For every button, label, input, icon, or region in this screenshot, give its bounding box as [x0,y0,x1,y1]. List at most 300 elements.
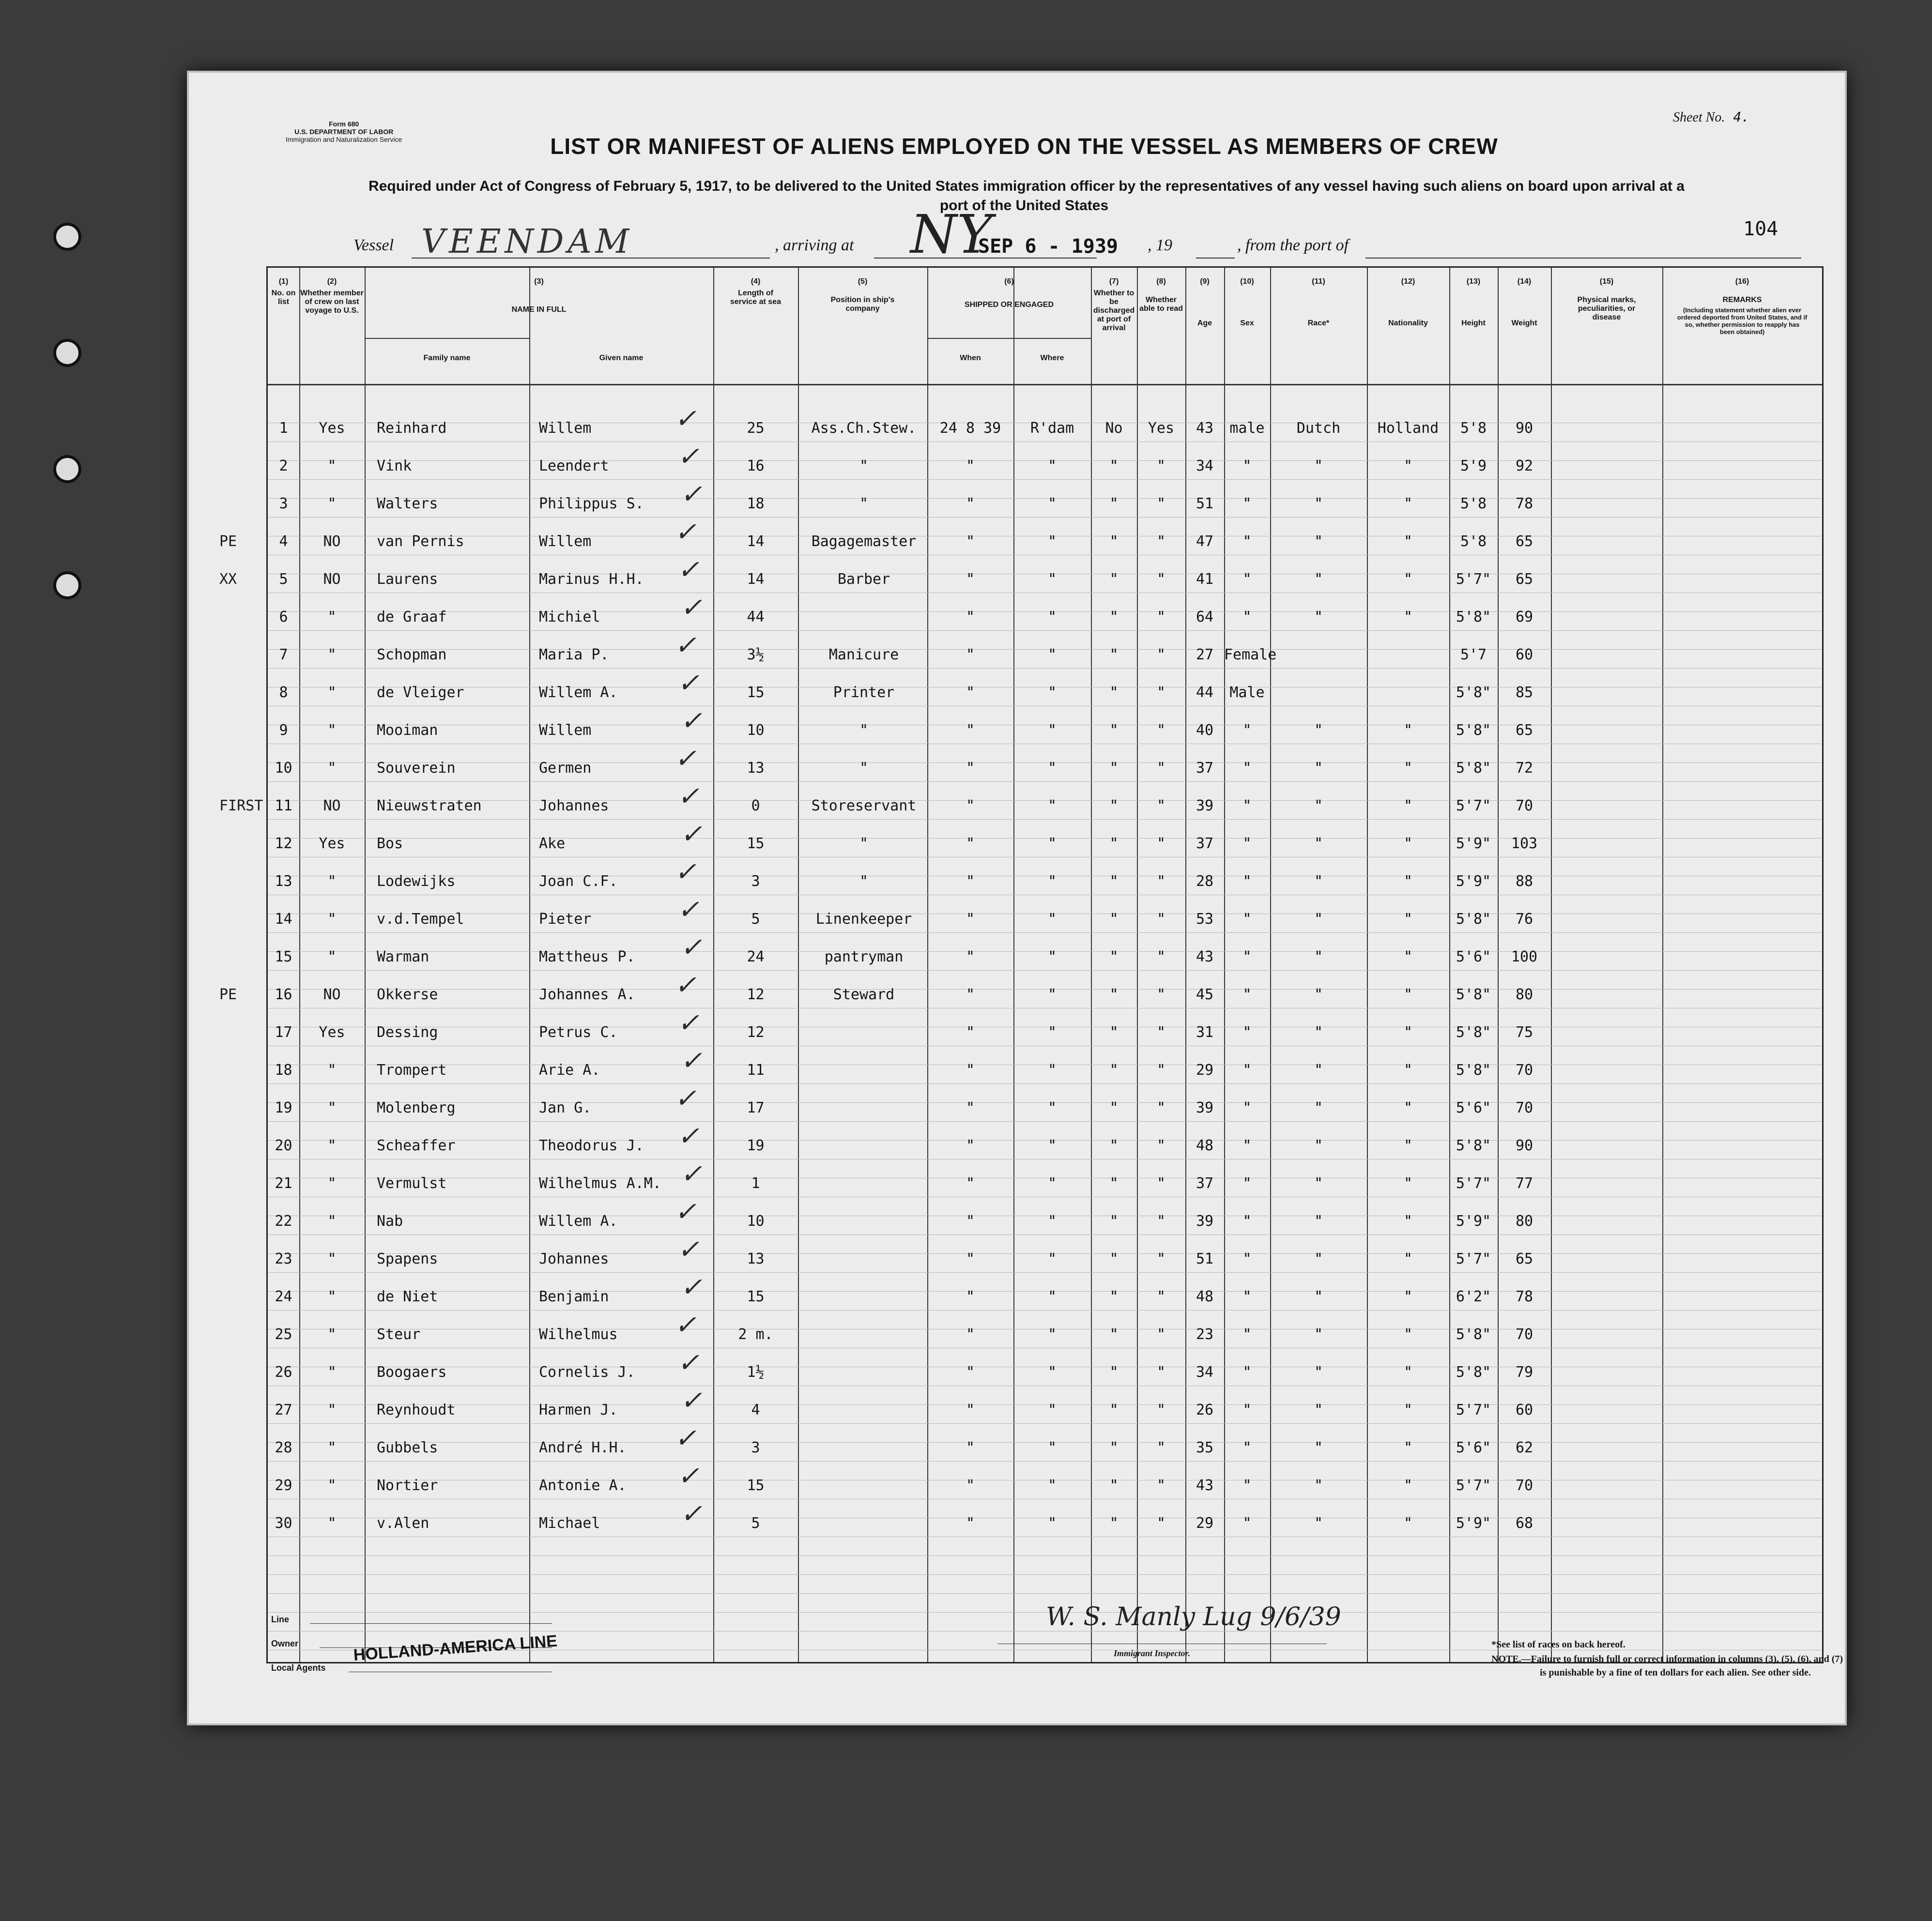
cell-age: 48 [1196,1288,1214,1305]
cell-family: Scheaffer [377,1137,456,1154]
department: U.S. DEPARTMENT OF LABOR [294,128,394,136]
cell-discharged: " [1109,1326,1119,1343]
cell-when: " [966,1477,975,1494]
cell-when: " [966,1402,975,1418]
cell-nationality: " [1403,1062,1413,1079]
table-row [268,743,1822,786]
cell-age: 53 [1196,911,1214,928]
cell-service: 18 [747,495,765,512]
cell-discharged: " [1109,1250,1119,1267]
cell-prev: " [327,684,337,701]
cell-prev: " [327,722,337,739]
cell-discharged: " [1109,1439,1119,1456]
table-row [268,1045,1822,1088]
cell-age: 47 [1196,533,1214,550]
cell-no: 4 [279,533,288,550]
cell-read: " [1156,911,1166,928]
cell-service: 11 [747,1062,765,1079]
tally-check-mark: ✓ [675,1196,697,1227]
table-row [268,1310,1822,1352]
cell-prev: " [327,1477,337,1494]
header-length-of-service: (4) Length of service at sea [730,277,781,306]
cell-weight: 70 [1515,1477,1533,1494]
cell-read: " [1156,797,1166,814]
cell-when: " [966,646,975,663]
cell-height: 5'7 [1460,646,1487,663]
cell-service: 13 [747,1250,765,1267]
cell-no: 27 [275,1402,292,1418]
cell-position: " [859,495,869,512]
cell-read: " [1156,1099,1166,1116]
cell-age: 39 [1196,797,1214,814]
cell-where: " [1047,495,1057,512]
cell-race: " [1314,1477,1323,1494]
cell-weight: 88 [1515,873,1533,890]
cell-service: 10 [747,722,765,739]
cell-sex: " [1242,495,1252,512]
cell-when: " [966,457,975,474]
cell-discharged: " [1109,571,1119,588]
cell-read: " [1156,1288,1166,1305]
table-row [268,705,1822,748]
cell-position: " [859,873,869,890]
cell-race: " [1314,797,1323,814]
cell-where: " [1047,1402,1057,1418]
tally-check-mark: ✓ [677,668,700,698]
tally-check-mark: ✓ [680,1272,703,1302]
cell-position: " [859,722,869,739]
cell-nationality: " [1403,1250,1413,1267]
cell-weight: 79 [1515,1364,1533,1381]
page-number: 104 [1743,218,1779,240]
cell-where: " [1047,760,1057,777]
cell-height: 5'8 [1460,533,1487,550]
cell-service: 12 [747,1024,765,1041]
table-row [268,1347,1822,1390]
cell-when: " [966,948,975,965]
cell-where: " [1047,533,1057,550]
cell-nationality: " [1403,1477,1413,1494]
cell-prev: " [327,1288,337,1305]
cell-family: Vermulst [377,1175,447,1192]
cell-when: " [966,1439,975,1456]
cell-race: " [1314,1364,1323,1381]
cell-age: 45 [1196,986,1214,1003]
cell-when: " [966,760,975,777]
tally-check-mark: ✓ [677,894,700,925]
cell-age: 51 [1196,495,1214,512]
cell-read: " [1156,533,1166,550]
cell-age: 37 [1196,1175,1214,1192]
cell-weight: 80 [1515,1213,1533,1230]
cell-height: 5'8" [1456,1364,1491,1381]
cell-when: " [966,1024,975,1041]
header-name-in-full: (3) NAME IN FULL [511,277,567,314]
cell-given: Cornelis J. [539,1364,635,1381]
cell-weight: 70 [1515,1062,1533,1079]
cell-service: 19 [747,1137,765,1154]
cell-read: " [1156,1250,1166,1267]
cell-service: 2 m. [738,1326,773,1343]
subtitle-line-2: port of the United States [939,198,1109,213]
cell-height: 5'7" [1456,1477,1491,1494]
header-weight: (14) Weight [1511,277,1537,327]
cell-nationality: " [1403,760,1413,777]
cell-height: 5'9 [1460,457,1487,474]
table-row [268,592,1822,635]
cell-where: " [1047,1364,1057,1381]
cell-age: 26 [1196,1402,1214,1418]
cell-height: 5'7" [1456,571,1491,588]
cell-read: " [1156,986,1166,1003]
cell-weight: 70 [1515,1099,1533,1116]
cell-when: " [966,835,975,852]
cell-no: 18 [275,1062,292,1079]
tally-check-mark: ✓ [680,479,703,509]
cell-family: Okkerse [377,986,438,1003]
cell-prev: " [327,457,337,474]
cell-read: " [1156,1326,1166,1343]
cell-race: " [1314,911,1323,928]
cell-service: 15 [747,835,765,852]
cell-service: 14 [747,533,765,550]
cell-given: Willem A. [539,1213,618,1230]
penalty-note-2: is punishable by a fine of ten dollars for each alien. See other side. [1540,1667,1811,1678]
cell-family: Mooiman [377,722,438,739]
table-row [268,1423,1822,1465]
cell-where: " [1047,1024,1057,1041]
cell-given: André H.H. [539,1439,627,1456]
cell-position: pantryman [824,948,904,965]
cell-height: 5'8" [1456,1062,1491,1079]
cell-where: " [1047,1213,1057,1230]
punch-hole [53,339,81,367]
cell-age: 64 [1196,609,1214,625]
cell-prev: " [327,1439,337,1456]
cell-discharged: " [1109,722,1119,739]
table-row [268,932,1822,975]
cell-given: Johannes A. [539,986,635,1003]
table-row [219,554,1822,597]
cell-sex: " [1242,1137,1252,1154]
cell-read: " [1156,1439,1166,1456]
cell-weight: 62 [1515,1439,1533,1456]
cell-given: Theodorus J. [539,1137,644,1154]
cell-family: Lodewijks [377,873,456,890]
cell-discharged: " [1109,1137,1119,1154]
cell-no: 3 [279,495,288,512]
cell-when: " [966,1326,975,1343]
cell-weight: 65 [1515,1250,1533,1267]
header-family-name: Family name [423,354,471,362]
cell-nationality: " [1403,1137,1413,1154]
cell-nationality: " [1403,1364,1413,1381]
cell-sex: " [1242,911,1252,928]
cell-race: " [1314,609,1323,625]
cell-no: 29 [275,1477,292,1494]
cell-given: Ake [539,835,566,852]
header-nationality: (12) Nationality [1388,277,1428,327]
inspector-label: Immigrant Inspector. [1114,1648,1191,1658]
cell-weight: 80 [1515,986,1533,1003]
cell-given: Mattheus P. [539,948,635,965]
cell-read: " [1156,571,1166,588]
cell-weight: 69 [1515,609,1533,625]
header-able-to-read: (8) Whether able to read [1139,277,1183,313]
owner-label: Owner [271,1639,299,1648]
cell-discharged: " [1109,1099,1119,1116]
cell-sex: " [1242,797,1252,814]
cell-nationality: " [1403,1402,1413,1418]
cell-discharged: " [1109,1402,1119,1418]
penalty-note-1: NOTE.—Failure to furnish full or correct information in columns (3), (5), (6), and (7) [1491,1654,1843,1664]
cell-nationality: " [1403,948,1413,965]
cell-age: 41 [1196,571,1214,588]
cell-height: 5'7" [1456,1250,1491,1267]
cell-given: Petrus C. [539,1024,618,1041]
cell-where: " [1047,722,1057,739]
cell-prev: " [327,1402,337,1418]
cell-height: 5'6" [1456,1099,1491,1116]
cell-weight: 78 [1515,495,1533,512]
cell-age: 23 [1196,1326,1214,1343]
cell-age: 37 [1196,835,1214,852]
arrival-date-stamp: SEP 6 - 1939 [978,235,1118,258]
cell-family: Dessing [377,1024,438,1041]
cell-read: " [1156,948,1166,965]
table-row [268,894,1822,937]
cell-nationality: " [1403,873,1413,890]
cell-prev: " [327,873,337,890]
margin-note: FIRST [219,797,263,814]
cell-nationality: " [1403,1515,1413,1532]
cell-sex: " [1242,1364,1252,1381]
cell-discharged: " [1109,760,1119,777]
cell-age: 51 [1196,1250,1214,1267]
tally-check-mark: ✓ [680,1498,703,1529]
cell-family: Nab [377,1213,403,1230]
cell-race: " [1314,1402,1323,1418]
cell-family: Schopman [377,646,447,663]
cell-age: 34 [1196,1364,1214,1381]
cell-read: Yes [1148,420,1175,437]
header-age: (9) Age [1197,277,1212,327]
cell-sex: " [1242,609,1252,625]
cell-race: " [1314,495,1323,512]
cell-family: van Pernis [377,533,464,550]
cell-when: " [966,1288,975,1305]
cell-discharged: " [1109,684,1119,701]
cell-age: 35 [1196,1439,1214,1456]
cell-service: 5 [751,911,760,928]
cell-where: " [1047,1326,1057,1343]
cell-read: " [1156,1515,1166,1532]
header-when: When [960,354,981,362]
cell-nationality: " [1403,911,1413,928]
cell-no: 7 [279,646,288,663]
cell-sex: " [1242,533,1252,550]
ruled-line [268,1612,1822,1613]
cell-weight: 75 [1515,1024,1533,1041]
tally-check-mark: ✓ [675,630,697,660]
arriving-label: , arriving at [775,236,854,254]
tally-check-mark: ✓ [675,970,697,1000]
cell-where: " [1047,1439,1057,1456]
cell-height: 5'7" [1456,797,1491,814]
holland-america-stamp: HOLLAND-AMERICA LINE [353,1631,558,1664]
cell-age: 43 [1196,1477,1214,1494]
cell-no: 22 [275,1213,292,1230]
cell-prev: " [327,1062,337,1079]
cell-nationality: " [1403,835,1413,852]
cell-sex: " [1242,986,1252,1003]
cell-weight: 72 [1515,760,1533,777]
cell-nationality: " [1403,986,1413,1003]
cell-given: Maria P. [539,646,609,663]
cell-nationality: " [1403,1288,1413,1305]
cell-weight: 90 [1515,420,1533,437]
cell-family: Boogaers [377,1364,447,1381]
cell-prev: NO [323,797,341,814]
cell-height: 6'2" [1456,1288,1491,1305]
cell-family: Molenberg [377,1099,456,1116]
cell-sex: " [1242,948,1252,965]
table-row [268,819,1822,861]
cell-service: 1 [751,1175,760,1192]
cell-no: 1 [279,420,288,437]
cell-nationality: " [1403,1175,1413,1192]
cell-nationality: " [1403,533,1413,550]
cell-prev: " [327,1137,337,1154]
cell-sex: " [1242,1402,1252,1418]
cell-given: Michiel [539,609,600,625]
cell-read: " [1156,1137,1166,1154]
cell-family: Warman [377,948,429,965]
punch-hole [53,571,81,599]
cell-no: 23 [275,1250,292,1267]
cell-where: " [1047,1062,1057,1079]
cell-sex: " [1242,457,1252,474]
cell-when: " [966,1213,975,1230]
cell-prev: " [327,948,337,965]
cell-race: Dutch [1296,420,1341,437]
document-title: LIST OR MANIFEST OF ALIENS EMPLOYED ON THE VESSEL AS MEMBERS OF CREW [550,134,1498,159]
cell-age: 39 [1196,1213,1214,1230]
cell-height: 5'7" [1456,1175,1491,1192]
cell-discharged: " [1109,1175,1119,1192]
sheet-number: 4. [1733,109,1750,125]
cell-where: " [1047,571,1057,588]
cell-given: Arie A. [539,1062,600,1079]
cell-race: " [1314,1099,1323,1116]
cell-nationality: " [1403,1024,1413,1041]
cell-service: 17 [747,1099,765,1116]
cell-age: 43 [1196,948,1214,965]
cell-where: " [1047,457,1057,474]
cell-race: " [1314,1439,1323,1456]
tally-check-mark: ✓ [677,441,700,472]
tally-check-mark: ✓ [680,705,703,736]
cell-height: 5'8" [1456,1137,1491,1154]
from-port-label: , from the port of [1237,236,1349,254]
cell-discharged: " [1109,457,1119,474]
cell-given: Wilhelmus [539,1326,618,1343]
cell-race: " [1314,1250,1323,1267]
cell-where: " [1047,1099,1057,1116]
cell-read: " [1156,457,1166,474]
cell-discharged: " [1109,911,1119,928]
cell-no: 16 [275,986,292,1003]
cell-service: 3½ [747,646,765,663]
tally-check-mark: ✓ [675,1310,697,1340]
cell-prev: " [327,1250,337,1267]
cell-weight: 100 [1511,948,1538,965]
crew-table [219,266,1824,1663]
cell-sex: " [1242,1213,1252,1230]
cell-weight: 65 [1515,533,1533,550]
cell-discharged: " [1109,1213,1119,1230]
cell-height: 5'8" [1456,911,1491,928]
cell-height: 5'9" [1456,1515,1491,1532]
cell-nationality: " [1403,1439,1413,1456]
cell-discharged: " [1109,1288,1119,1305]
cell-when: " [966,1137,975,1154]
cell-where: " [1047,797,1057,814]
cell-read: " [1156,722,1166,739]
cell-read: " [1156,684,1166,701]
cell-given: Pieter [539,911,592,928]
cell-when: " [966,1062,975,1079]
cell-family: Souverein [377,760,456,777]
cell-race: " [1314,1175,1323,1192]
cell-when: " [966,684,975,701]
cell-sex: " [1242,1439,1252,1456]
cell-race: " [1314,571,1323,588]
cell-weight: 65 [1515,722,1533,739]
cell-height: 5'6" [1456,1439,1491,1456]
cell-family: v.d.Tempel [377,911,464,928]
tally-check-mark: ✓ [675,743,697,774]
cell-prev: " [327,1515,337,1532]
cell-discharged: " [1109,609,1119,625]
punch-hole [53,223,81,251]
cell-when: 24 8 39 [939,420,1001,437]
cell-read: " [1156,1402,1166,1418]
cell-height: 5'8 [1460,420,1487,437]
race-note: *See list of races on back hereof. [1491,1639,1625,1650]
cell-race: " [1314,1288,1323,1305]
table-row [268,630,1822,672]
table-row [268,1385,1822,1428]
cell-family: Gubbels [377,1439,438,1456]
cell-prev: " [327,1364,337,1381]
cell-height: 5'8" [1456,722,1491,739]
cell-when: " [966,1250,975,1267]
cell-no: 13 [275,873,292,890]
tally-check-mark: ✓ [677,1347,700,1378]
cell-discharged: " [1109,986,1119,1003]
cell-given: Marinus H.H. [539,571,644,588]
cell-discharged: " [1109,495,1119,512]
cell-where: " [1047,911,1057,928]
table-row [268,856,1822,899]
local-agents-label: Local Agents [271,1663,326,1673]
cell-weight: 60 [1515,646,1533,663]
cell-position: " [859,760,869,777]
cell-sex: Female [1224,646,1277,663]
cell-family: Nortier [377,1477,438,1494]
cell-sex: " [1242,1099,1252,1116]
